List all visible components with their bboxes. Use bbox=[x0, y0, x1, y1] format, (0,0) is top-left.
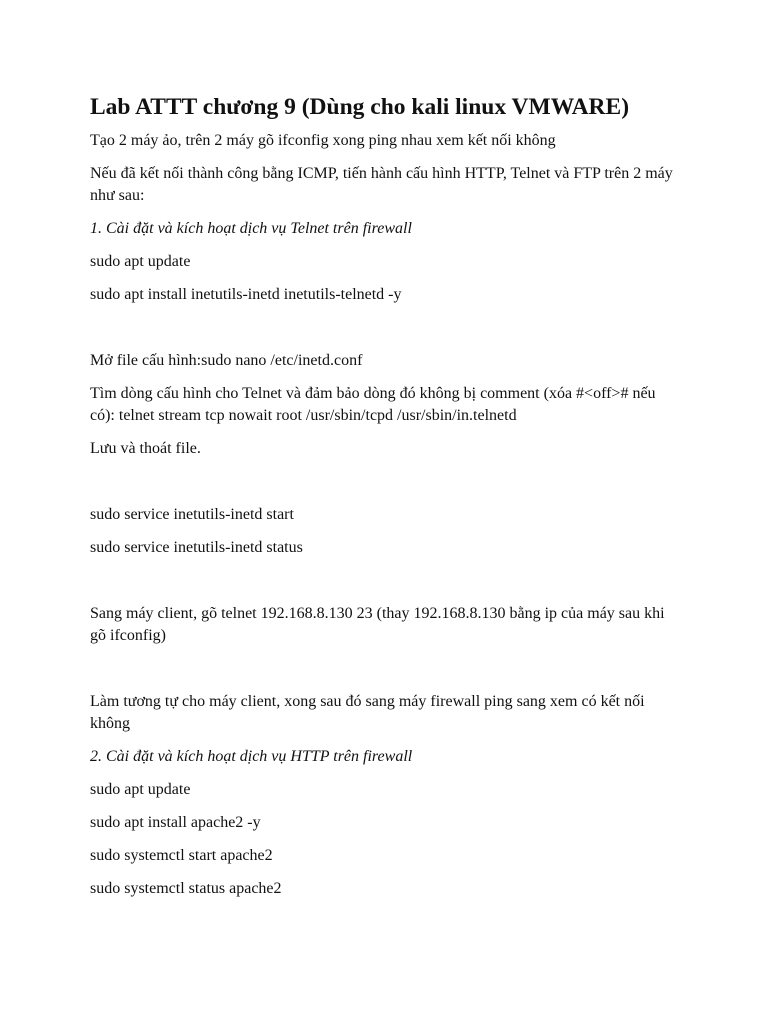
command-service-start: sudo service inetutils-inetd start bbox=[90, 506, 294, 523]
command-status-apache2: sudo systemctl status apache2 bbox=[90, 880, 282, 897]
paragraph-client-telnet: Sang máy client, gõ telnet 192.168.8.130 23 (thay 192.168.8.130 bằng ip của máy sau khi gõ ifconfig) bbox=[90, 605, 665, 644]
section-heading-telnet: 1. Cài đặt và kích hoạt dịch vụ Telnet trên firewall bbox=[90, 220, 412, 237]
blank-line bbox=[90, 570, 680, 592]
command-install-apache2: sudo apt install apache2 -y bbox=[90, 814, 261, 831]
paragraph-repeat-client: Làm tương tự cho máy client, xong sau đó sang máy firewall ping sang xem có kết nối không bbox=[90, 693, 645, 732]
paragraph-save-exit: Lưu và thoát file. bbox=[90, 440, 201, 457]
paragraph-create-vms: Tạo 2 máy ảo, trên 2 máy gõ ifconfig xong ping nhau xem kết nối không bbox=[90, 132, 556, 149]
command-apt-update-1: sudo apt update bbox=[90, 253, 191, 270]
command-service-status: sudo service inetutils-inetd status bbox=[90, 539, 303, 556]
paragraph-find-telnet-line: Tìm dòng cấu hình cho Telnet và đảm bảo dòng đó không bị comment (xóa #<off># nếu có): telnet stream tcp nowait root /usr/sbin/tcpd /usr/sbin/in.telnetd bbox=[90, 385, 656, 424]
command-start-apache2: sudo systemctl start apache2 bbox=[90, 847, 273, 864]
blank-line bbox=[90, 471, 680, 493]
command-install-inetutils: sudo apt install inetutils-inetd inetutils-telnetd -y bbox=[90, 286, 402, 303]
command-apt-update-2: sudo apt update bbox=[90, 781, 191, 798]
blank-line bbox=[90, 317, 680, 339]
paragraph-open-config: Mở file cấu hình:sudo nano /etc/inetd.conf bbox=[90, 352, 363, 369]
section-heading-http: 2. Cài đặt và kích hoạt dịch vụ HTTP trên firewall bbox=[90, 748, 413, 765]
document-title: Lab ATTT chương 9 (Dùng cho kali linux VMWARE) bbox=[90, 94, 630, 120]
paragraph-icmp-configure: Nếu đã kết nối thành công bằng ICMP, tiến hành cấu hình HTTP, Telnet và FTP trên 2 máy như sau: bbox=[90, 165, 673, 204]
blank-line bbox=[90, 658, 680, 680]
